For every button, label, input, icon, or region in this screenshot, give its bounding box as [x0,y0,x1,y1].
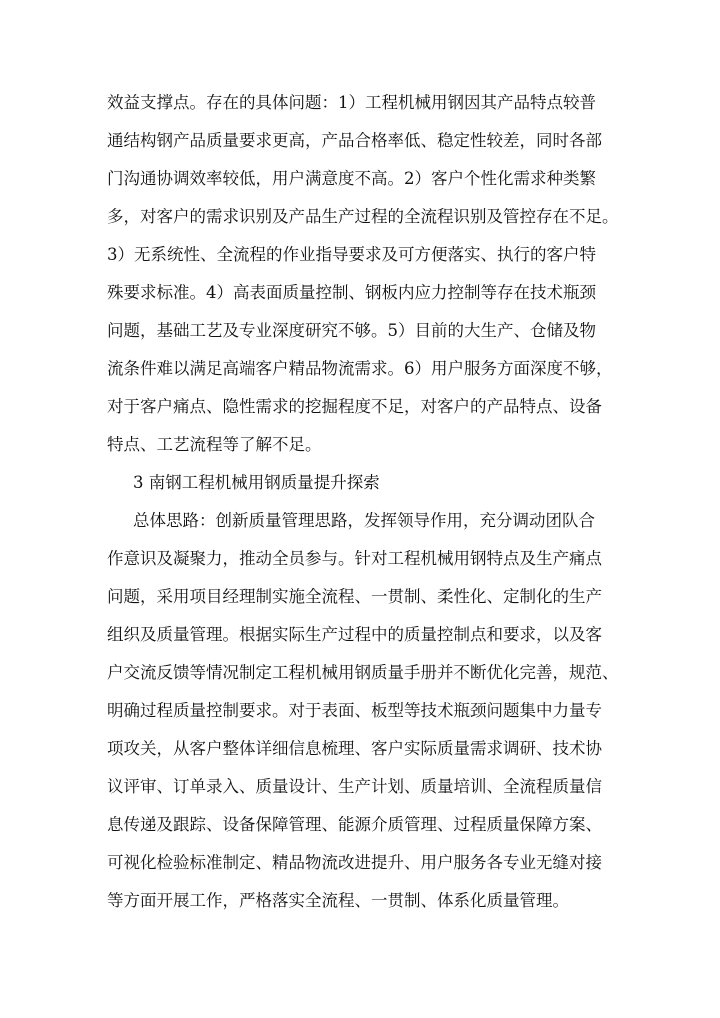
paragraph-1-line: 通结构钢产品质量要求更高，产品合格率低、稳定性较差，同时各部 [107,131,602,150]
paragraph-2-line: 息传递及跟踪、设备保障管理、能源介质管理、过程质量保障方案、 [107,815,602,834]
paragraph-2-line: 明确过程质量控制要求。对于表面、板型等技术瓶颈问题集中力量专 [107,701,602,720]
paragraph-2-line: 等方面开展工作，严格落实全流程、一贯制、体系化质量管理。 [107,891,569,910]
paragraph-1-line: 问题，基础工艺及专业深度研究不够。5）目前的大生产、仓储及物 [107,321,596,340]
paragraph-2-line: 户交流反馈等情况制定工程机械用钢质量手册并不断优化完善，规范、 [107,663,619,682]
paragraph-1-line: 3）无系统性、全流程的作业指导要求及可方便落实、执行的客户特 [107,245,596,264]
paragraph-1-line: 对于客户痛点、隐性需求的挖掘程度不足，对客户的产品特点、设备 [107,397,602,416]
paragraph-2-line: 总体思路：创新质量管理思路，发挥领导作用，充分调动团队合 [133,511,595,530]
paragraph-1-line: 门沟通协调效率较低，用户满意度不高。2）客户个性化需求种类繁 [107,169,596,188]
paragraph-2-line: 组织及质量管理。根据实际生产过程中的质量控制点和要求，以及客 [107,625,602,644]
paragraph-2-line: 问题，采用项目经理制实施全流程、一贯制、柔性化、定制化的生产 [107,587,602,606]
paragraph-2-line: 可视化检验标准制定、精品物流改进提升、用户服务各专业无缝对接 [107,853,602,872]
section-heading: 3 南钢工程机械用钢质量提升探索 [133,473,380,492]
paragraph-2-line: 议评审、订单录入、质量设计、生产计划、质量培训、全流程质量信 [107,777,602,796]
paragraph-2-line: 项攻关，从客户整体详细信息梳理、客户实际质量需求调研、技术协 [107,739,602,758]
paragraph-2-line: 作意识及凝聚力，推动全员参与。针对工程机械用钢特点及生产痛点 [107,549,602,568]
paragraph-1-line: 效益支撑点。存在的具体问题：1）工程机械用钢因其产品特点较普 [107,93,596,112]
paragraph-1-line: 多，对客户的需求识别及产品生产过程的全流程识别及管控存在不足。 [107,207,619,226]
paragraph-1-line: 流条件难以满足高端客户精品物流需求。6）用户服务方面深度不够， [107,359,613,378]
paragraph-1-line: 殊要求标准。4）高表面质量控制、钢板内应力控制等存在技术瓶颈 [107,283,596,302]
paragraph-1-line: 特点、工艺流程等了解不足。 [107,435,322,454]
